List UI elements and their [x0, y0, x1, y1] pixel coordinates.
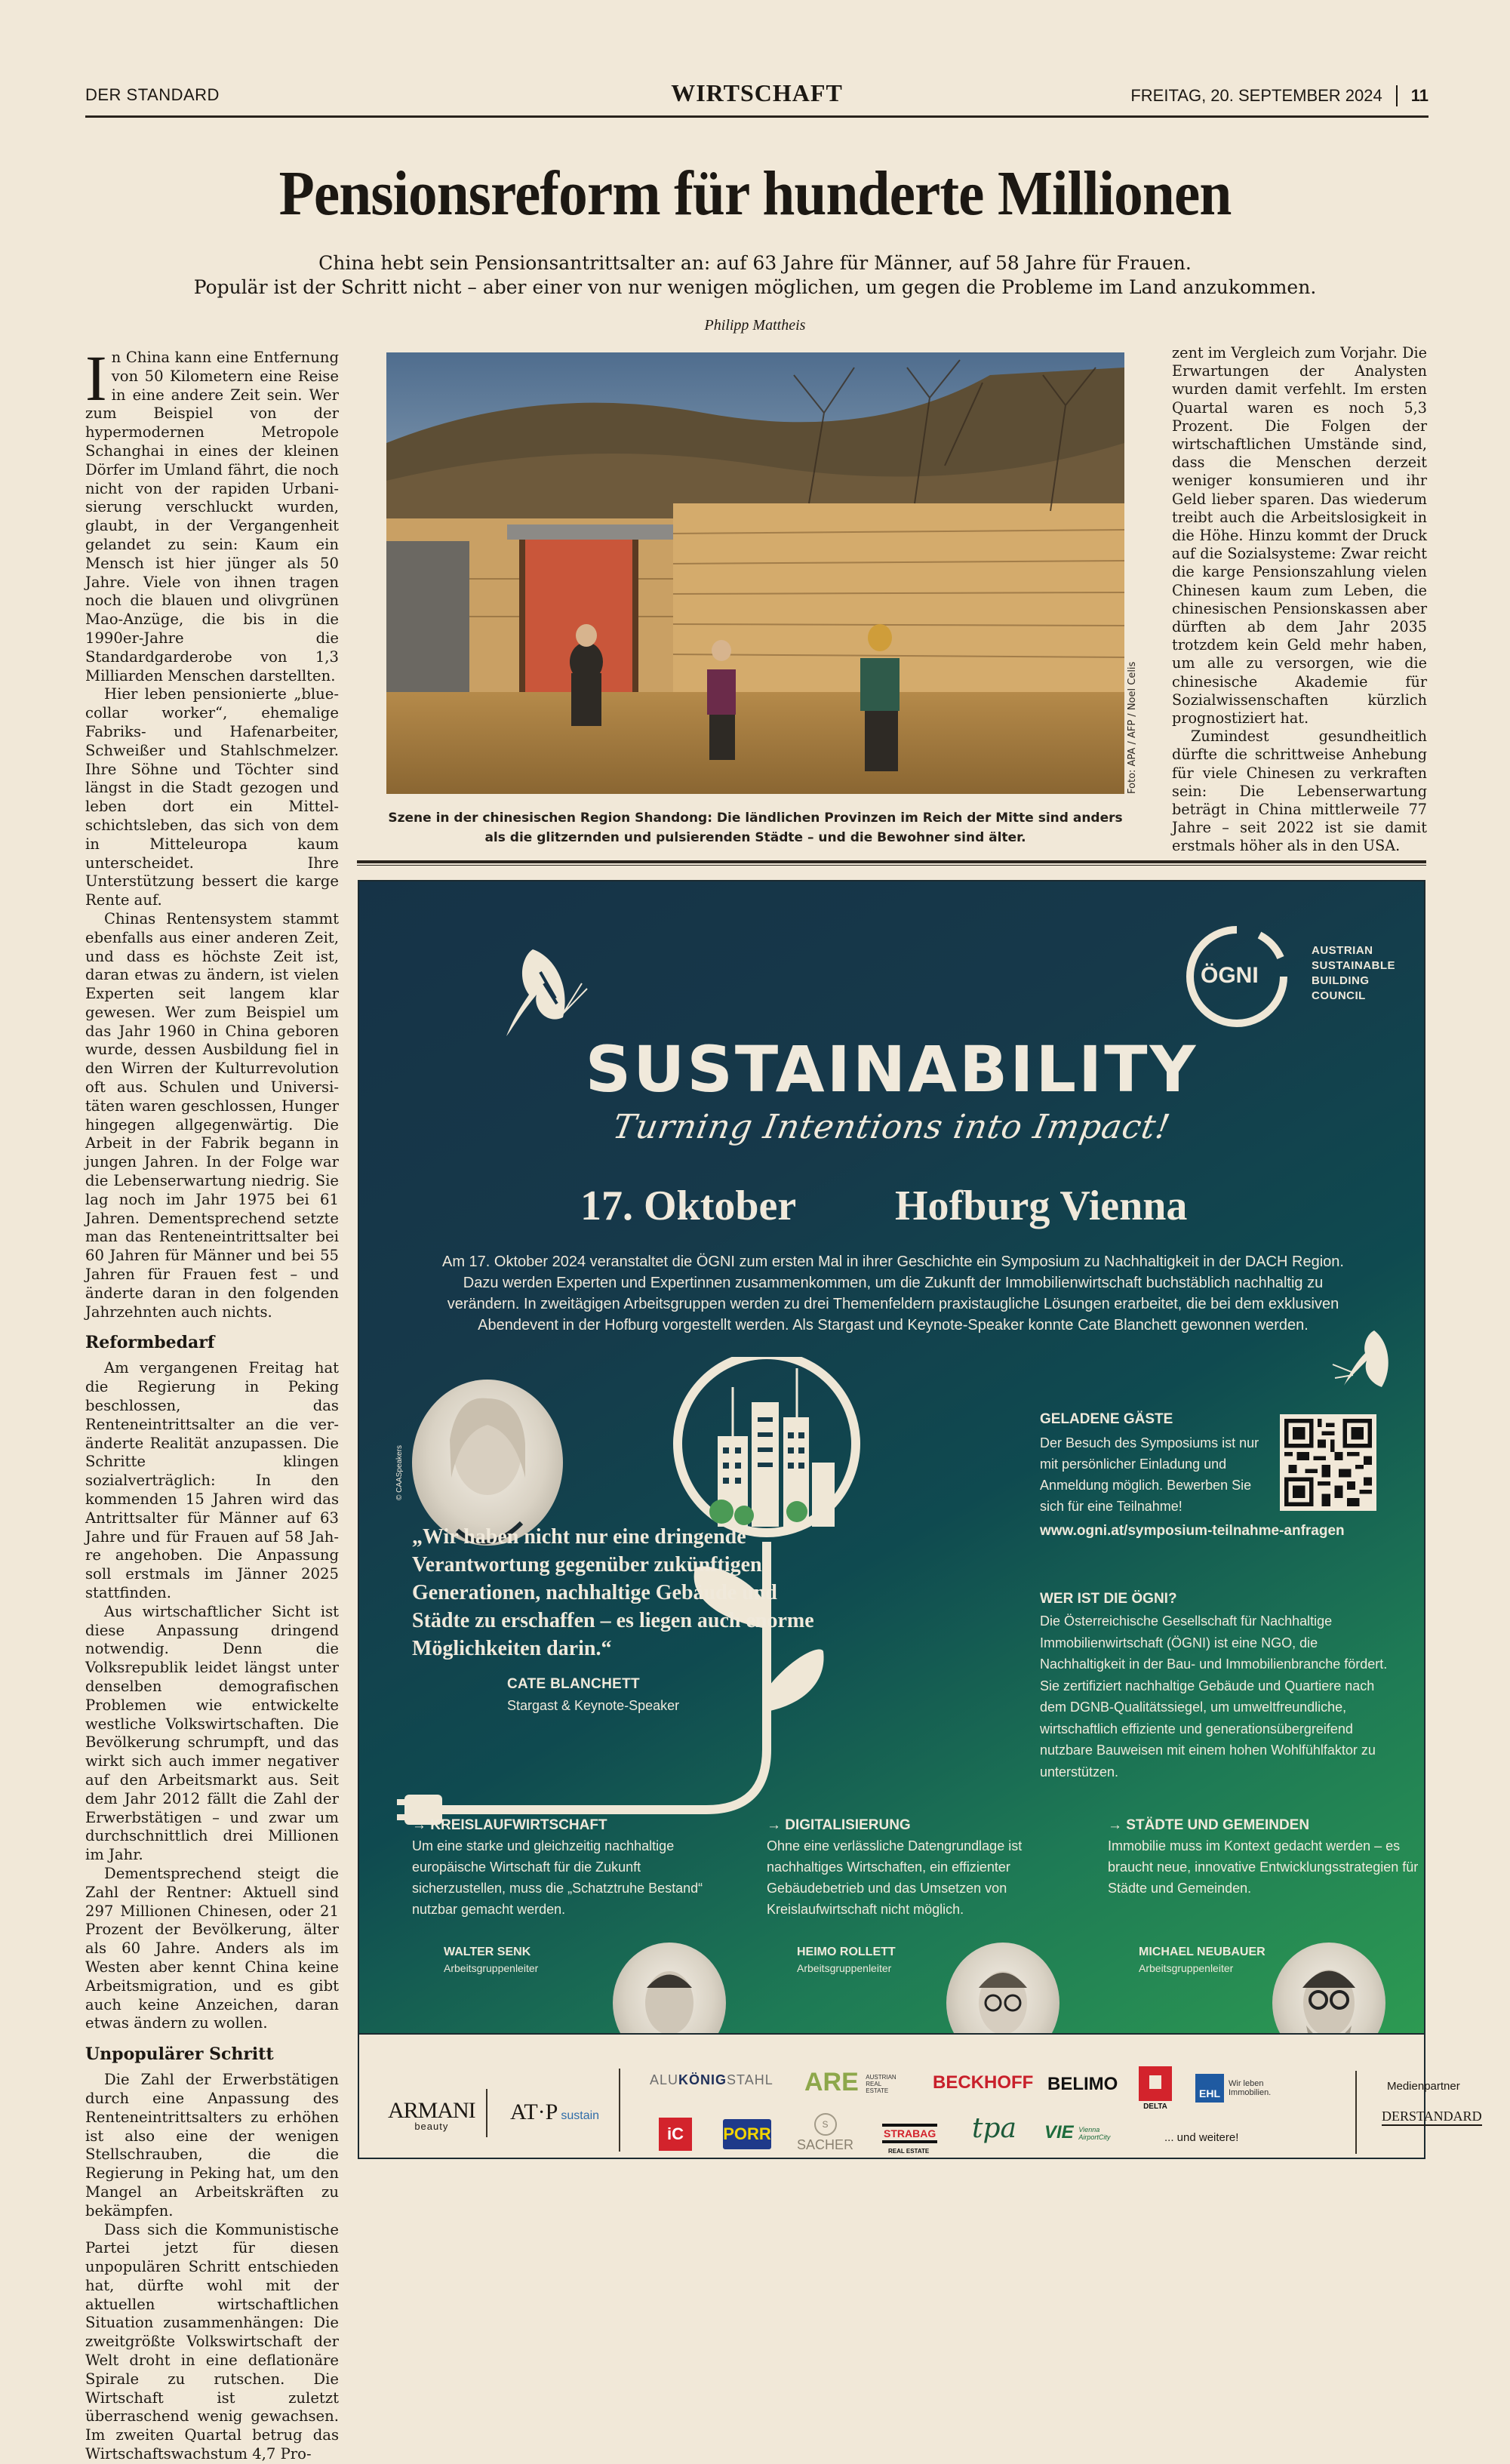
- speaker-photo-cate-blanchett: [412, 1380, 563, 1546]
- article-byline: Philipp Mattheis: [704, 317, 806, 334]
- speaker-name: CATE BLANCHETT: [507, 1676, 640, 1692]
- qr-code[interactable]: [1280, 1414, 1376, 1511]
- logo-derstandard: DERSTANDARD: [1382, 2109, 1482, 2126]
- advert-title: SUSTAINABILITY: [585, 1032, 1198, 1106]
- logo-text: ARMANI: [388, 2098, 475, 2123]
- photo-credit: Foto: APA / AFP / Noel Celis: [1127, 661, 1138, 794]
- logo-armani-beauty: [388, 2098, 475, 2132]
- masthead: [85, 79, 1429, 117]
- divider: [1396, 85, 1398, 106]
- logo-subtext: Vienna AirportCity: [1078, 2125, 1111, 2141]
- guests-title: GELADENE GÄSTE: [1040, 1411, 1173, 1427]
- lead-role: Arbeitsgruppenleiter: [797, 1962, 892, 1974]
- logo-text: ALU: [650, 2072, 679, 2087]
- article-paragraph: Dementsprechend steigt die Zahl der Rentner: Aktuell sind 297 Millionen Chinesen, oder 21 Prozent der Bevölkerung, älter als 60 Jahre. Anders als im Westen aber kennt China keine Arbeitsmigration, und es gibt auch keine Anzeichen, daran etwas ändern zu wollen.: [85, 1864, 339, 2032]
- lead-name: WALTER SENK: [444, 1946, 531, 1958]
- subheading: Unpopulärer Schritt: [85, 2044, 274, 2065]
- article-paragraph: Chinas Rentensystem stammt ebenfalls aus einer anderen Zeit, und dass es höchste Zeit ist, daran etwas zu ändern, ist vielen Experten seit langem klar gewesen. Wer zum Beispiel um das Jahr 1960 in China geboren wurde, dessen Ausbildung fiel in den Wirren der Kulturrevolution oft aus. Schulen und Universitäten waren geschlossen, Hunger hingegen allgegenwärtig. Die Arbeit in der Fabrik begann in jungen Jahren. In der Folge war die Lebenserwartung niedrig. Sie lag noch im Jahr 1975 bei 61 Jahren. Dementsprechend setzte man das Renteneintrittsalter bei 60 Jahren für Männer und bei 55 Jahren für Frauen fest – und änderte daran in den folgenden Jahrzehnten auch nichts.: [85, 909, 339, 1321]
- sponsor-logos: [358, 2035, 1482, 2159]
- topic-title: → STÄDTE UND GEMEINDEN: [1108, 1817, 1310, 1833]
- event-date: 17. Oktober: [580, 1183, 797, 1229]
- subheading: Reformbedarf: [85, 1333, 215, 1353]
- logo-subtext: sustain: [561, 2109, 600, 2122]
- speaker-quote: „Wir haben nicht nur eine dringende Verantwortung gegenüber zukünftigen Generationen, nachhaltige Gebäude und Städte zu erschaffen – es liegen auch enorme Möglichkeiten darin.“: [412, 1525, 814, 1660]
- topic-text: Ohne eine verlässliche Datengrundlage ist nachhaltiges Wirtschaften, ein effizienter Gebäudebetrieb und das Umsetzen von Kreislaufwirtschaft nicht möglich.: [767, 1838, 1023, 1917]
- logo-strabag: [882, 2124, 937, 2155]
- speaker-role: Stargast & Keynote-Speaker: [507, 1698, 680, 1713]
- divider: [619, 2069, 620, 2152]
- topic-kreislaufwirtschaft: [412, 1817, 729, 1920]
- logo-text: EHL: [1195, 2074, 1224, 2103]
- logo-text: ARE: [804, 2068, 859, 2096]
- page-number: 11: [1410, 86, 1429, 105]
- divider: [486, 2089, 487, 2137]
- logo-sacher: [797, 2113, 853, 2153]
- topic-text: Immobilie muss im Kontext gedacht werden – es braucht neue, innovative Entwicklungsstrategien für Städte und Gemeinden.: [1108, 1838, 1419, 1896]
- topic-text: Um eine starke und gleichzeitig nachhaltige europäische Wirtschaft für die Zukunft sicherzustellen, muss die „Schatztruhe Bestand“ nutzbar gemacht werden.: [412, 1838, 703, 1917]
- photo-credit: © CAASpeakers: [395, 1445, 404, 1500]
- article-photo: [386, 352, 1124, 794]
- logo-text: KÖNIG: [678, 2072, 727, 2087]
- logo-tpa: tpa: [972, 2113, 1016, 2144]
- tagline-line: BUILDING: [1312, 974, 1370, 987]
- more-sponsors-text: ... und weitere!: [1164, 2131, 1239, 2144]
- logo-alukoenigstahl: [650, 2072, 773, 2088]
- logo-ic: iC: [659, 2118, 692, 2151]
- tagline-line: SUSTAINABLE: [1312, 959, 1396, 972]
- article-paragraph: Am vergangenen Freitag hat die Regierung in Peking beschlossen, das Renteneintrittsalter an die veränderte Realität anzupassen. Die Schritte klingen sozialverträglich: In den kommenden 15 Jahren wird das Antrittsalter für Männer auf 63 Jahre und für Frauen auf 58 Jahre angehoben. Die Anpassung soll erstmals im Jänner 2025 stattfinden.: [85, 1359, 339, 1601]
- article-paragraph: [85, 342, 339, 685]
- topic-title: → KREISLAUFWIRTSCHAFT: [412, 1817, 607, 1833]
- lead-name: HEIMO ROLLETT: [797, 1946, 896, 1958]
- ogni-logo-text: ÖGNI: [1201, 963, 1259, 988]
- article-paragraph: Hier leben pensionierte „blue-collar worker“, ehemalige Fabriks- und Hafenarbeiter, Schweißer und Stahlschmelzer. Ihre Söhne und Töchter sind längst in die Stadt gezogen und leben dort ein Mittelschichtsleben, das sich von dem in Mitteleuropa kaum unterscheidet. Ihre Unterstützung bessert die karge Rente auf.: [85, 685, 339, 909]
- logo-beckhoff: BECKHOFF: [933, 2072, 1034, 2093]
- topic-digitalisierung: [767, 1817, 1084, 1920]
- logo-subtext: AUSTRIAN REAL ESTATE: [866, 2073, 896, 2094]
- lead-photo-heimo-rollett: [946, 1943, 1059, 2035]
- logo-subtext: REAL ESTATE: [888, 2148, 930, 2155]
- logo-text: SACHER: [797, 2137, 854, 2152]
- logo-belimo: BELIMO: [1047, 2074, 1118, 2094]
- tagline-line: AUSTRIAN: [1312, 944, 1373, 957]
- logo-ehl: [1195, 2074, 1274, 2103]
- publication-name: DER STANDARD: [85, 85, 220, 104]
- logo-text: STRABAG: [884, 2127, 936, 2139]
- advertisement-ogni[interactable]: [358, 880, 1425, 2035]
- issue-date: FREITAG, 20. SEPTEMBER 2024: [1130, 86, 1382, 105]
- logo-text: STAHL: [727, 2072, 773, 2087]
- article-paragraph: Dass sich die Kommunistische Partei jetzt für diesen unpopulären Schritt entschieden hat, dürfte wohl mit der aktuellen wirtschaftlichen Situation zusammenhängen: Die zweitgrößte Volkswirtschaft der Welt droht in eine deflationäre Spirale zu rutschen. Die Wirtschaft ist zuletzt überraschend wenig gewachsen. Im zweiten Quartal betrug das Wirtschaftswachstum 4,7 Pro-: [85, 2220, 339, 2463]
- article-paragraph: Zumindest gesundheitlich dürfte die schrittweise Anhebung für viele Chinesen zu verkraften sein: Die Lebenserwartung beträgt in China mittlerweile 77 Jahre – seit 2022 ist sie damit erstmals höher als in den USA.: [1172, 728, 1427, 855]
- logo-delta: [1139, 2066, 1172, 2111]
- article-paragraph: Die Zahl der Erwerbstätigen durch eine Anpassung des Renteneintrittsalters zu erhöhen ist also eine der wenigen Stellschrauben, die die Regierung in Peking hat, um den Mangel an Arbeitskräften zu bekämpfen.: [85, 2071, 339, 2219]
- topic-staedte-gemeinden: [1108, 1817, 1425, 1899]
- article-column-left: [85, 342, 339, 2464]
- sacher-seal-icon: S: [814, 2113, 837, 2136]
- caption-line: Szene in der chinesischen Region Shandong: Die ländlichen Provinzen im Reich der Mitte sind anders: [388, 811, 1123, 826]
- article-subhead: Populär ist der Schritt nicht – aber einer von nur wenigen möglichen, um gegen die Probleme im Land anzukommen.: [193, 276, 1317, 298]
- advert-divider: [357, 860, 1426, 863]
- delta-mark: [1139, 2066, 1172, 2101]
- article-paragraph: Aus wirtschaftlicher Sicht ist diese Anpassung dringend notwendig. Denn die Volksrepublik leidet längst unter denselben demografischen Problemen wie entwickelte westliche Volkswirtschaften. Die Bevölkerung schrumpft, und das wirkt sich auch immer negativer auf den Arbeitsmarkt aus. Seit dem Jahr 2012 fällt die Zahl der Erwerbstätigen – und zwar um durchschnittlich drei Millionen im Jahr.: [85, 1602, 339, 1864]
- photo-caption: [386, 808, 1124, 847]
- topic-title: → DIGITALISIERUNG: [767, 1817, 911, 1833]
- butterfly-icon: [1329, 1327, 1397, 1395]
- lead-photo-walter-senk: [613, 1943, 726, 2035]
- masthead-rule: [85, 115, 1429, 118]
- media-partner-label: Medienpartner: [1387, 2080, 1460, 2093]
- village-scene-image: [386, 352, 1124, 794]
- logo-text: VIE: [1044, 2122, 1074, 2143]
- about-text: Die Österreichische Gesellschaft für Nachhaltige Immobilienwirtschaft (ÖGNI) ist eine NGO, die Nachhaltigkeit in der Bau- und Immobilienbranche fördert. Sie zertifiziert nachhaltige Gebäude und Quartiere nach dem DGNB-Qualitätssiegel, um umweltfreundliche, wirtschaftlich effiziente und generationsübergreifend nutzbare Bauweisen mit einem hohen Wohlfühlfaktor zu unterstützen.: [1040, 1613, 1388, 1780]
- event-venue: Hofburg Vienna: [895, 1183, 1188, 1229]
- advert-divider: [357, 865, 1426, 866]
- qr-code-icon: [1284, 1419, 1372, 1506]
- section-name: WIRTSCHAFT: [671, 79, 843, 106]
- logo-subtext: Wir leben Immobilien.: [1229, 2079, 1272, 2097]
- lead-photo-michael-neubauer: [1272, 1943, 1385, 2035]
- logo-text: AT·P: [510, 2099, 558, 2124]
- registration-link[interactable]: www.ogni.at/symposium-teilnahme-anfragen: [1040, 1523, 1345, 1539]
- logo-porr: PORR: [723, 2119, 771, 2149]
- about-title: WER IST DIE ÖGNI?: [1040, 1591, 1177, 1607]
- lead-role: Arbeitsgruppenleiter: [1139, 1962, 1234, 1974]
- lead-name: MICHAEL NEUBAUER: [1139, 1946, 1266, 1958]
- caption-line: als die glitzernden und pulsierenden Städte – und die Bewohner sind älter.: [484, 830, 1026, 845]
- article-headline: Pensionsreform für hunderte Millionen: [278, 158, 1232, 229]
- event-intro: Am 17. Oktober 2024 veranstaltet die ÖGNI zum ersten Mal in ihrer Geschichte ein Symposium zu Nachhaltigkeit in der DACH Region. Dazu werden Experten und Expertinnen zusammenkommen, um die Zukunft der Immobilienwirtschaft buchstäblich nachhaltig zu verändern. In zweitägigen Arbeitsgruppen werden zu drei Themenfeldern praxistaugliche Lösungen erarbeitet, die bei dem exklusiven Abendevent in der Hofburg vorgestellt werden. Als Stargast und Keynote-Speaker konnte Cate Blanchett gewonnen werden.: [442, 1254, 1344, 1334]
- logo-subtext: beauty: [414, 2121, 449, 2132]
- ogni-tagline: [1312, 943, 1395, 1004]
- article-subhead: China hebt sein Pensionsantrittsalter an: auf 63 Jahre für Männer, auf 58 Jahre für Frauen.: [318, 252, 1192, 274]
- article-paragraph: zent im Vergleich zum Vorjahr. Die Erwartungen der Analysten wurden damit verfehlt. Im ersten Quartal waren es noch 5,3 Prozent. Die Folgen der wirtschaftlichen Umstände sind, dass die Menschen derzeit weniger konsumieren und ihr Geld lieber sparen. Das wiederum treibt auch die Arbeitslosigkeit in die Höhe. Hinzu kommt der Druck auf die Sozialsysteme: Zwar reicht die karge Pensionszahlung vielen Chinesen kaum zum Leben, die chinesischen Pensionskassen aber dürften ab dem Jahr 2035 trotzdem kein Geld mehr haben, um alle zu versorgen, wie die chinesische Akademie für Sozialwissenschaften kürzlich prognostiziert hat.: [1172, 344, 1427, 728]
- divider: [1355, 2071, 1357, 2154]
- issue-info: [1130, 85, 1429, 106]
- paragraph-text: n China kann eine Entfernung von 50 Kilometern eine Reise in eine andere Zeit sein. Wer zum Beispiel von der hypermodernen Metropole Schanghai in eines der kleinen Dörfer im Umland fährt, die noch nicht von der rapiden Urbanisierung verschluckt wurden, glaubt, in der Vergangenheit gelandet zu sein: Kaum ein Mensch ist hier jünger als 50 Jahre. Viele von ihnen tragen noch die blauen und olivgrünen Mao-Anzüge, die bis in die 1990er-Jahre die Standardgarderobe von 1,3 Milliarden Menschen darstellten.: [85, 349, 339, 684]
- lead-role: Arbeitsgruppenleiter: [444, 1962, 539, 1974]
- logo-austrian-real-estate: [804, 2068, 903, 2097]
- logo-atp-sustain: [510, 2099, 599, 2125]
- drop-cap: I: [85, 342, 107, 414]
- guests-text: Der Besuch des Symposiums ist nur mit persönlicher Einladung und Anmeldung möglich. Bewerben Sie sich für eine Teilnahme!: [1040, 1435, 1259, 1514]
- logo-text: DELTA: [1143, 2103, 1167, 2111]
- butterfly-icon: [503, 942, 593, 1040]
- advert-slogan: Turning Intentions into Impact!: [610, 1108, 1173, 1146]
- article-column-right: [1172, 344, 1427, 856]
- logo-vie: [1044, 2122, 1119, 2143]
- tagline-line: COUNCIL: [1312, 989, 1366, 1002]
